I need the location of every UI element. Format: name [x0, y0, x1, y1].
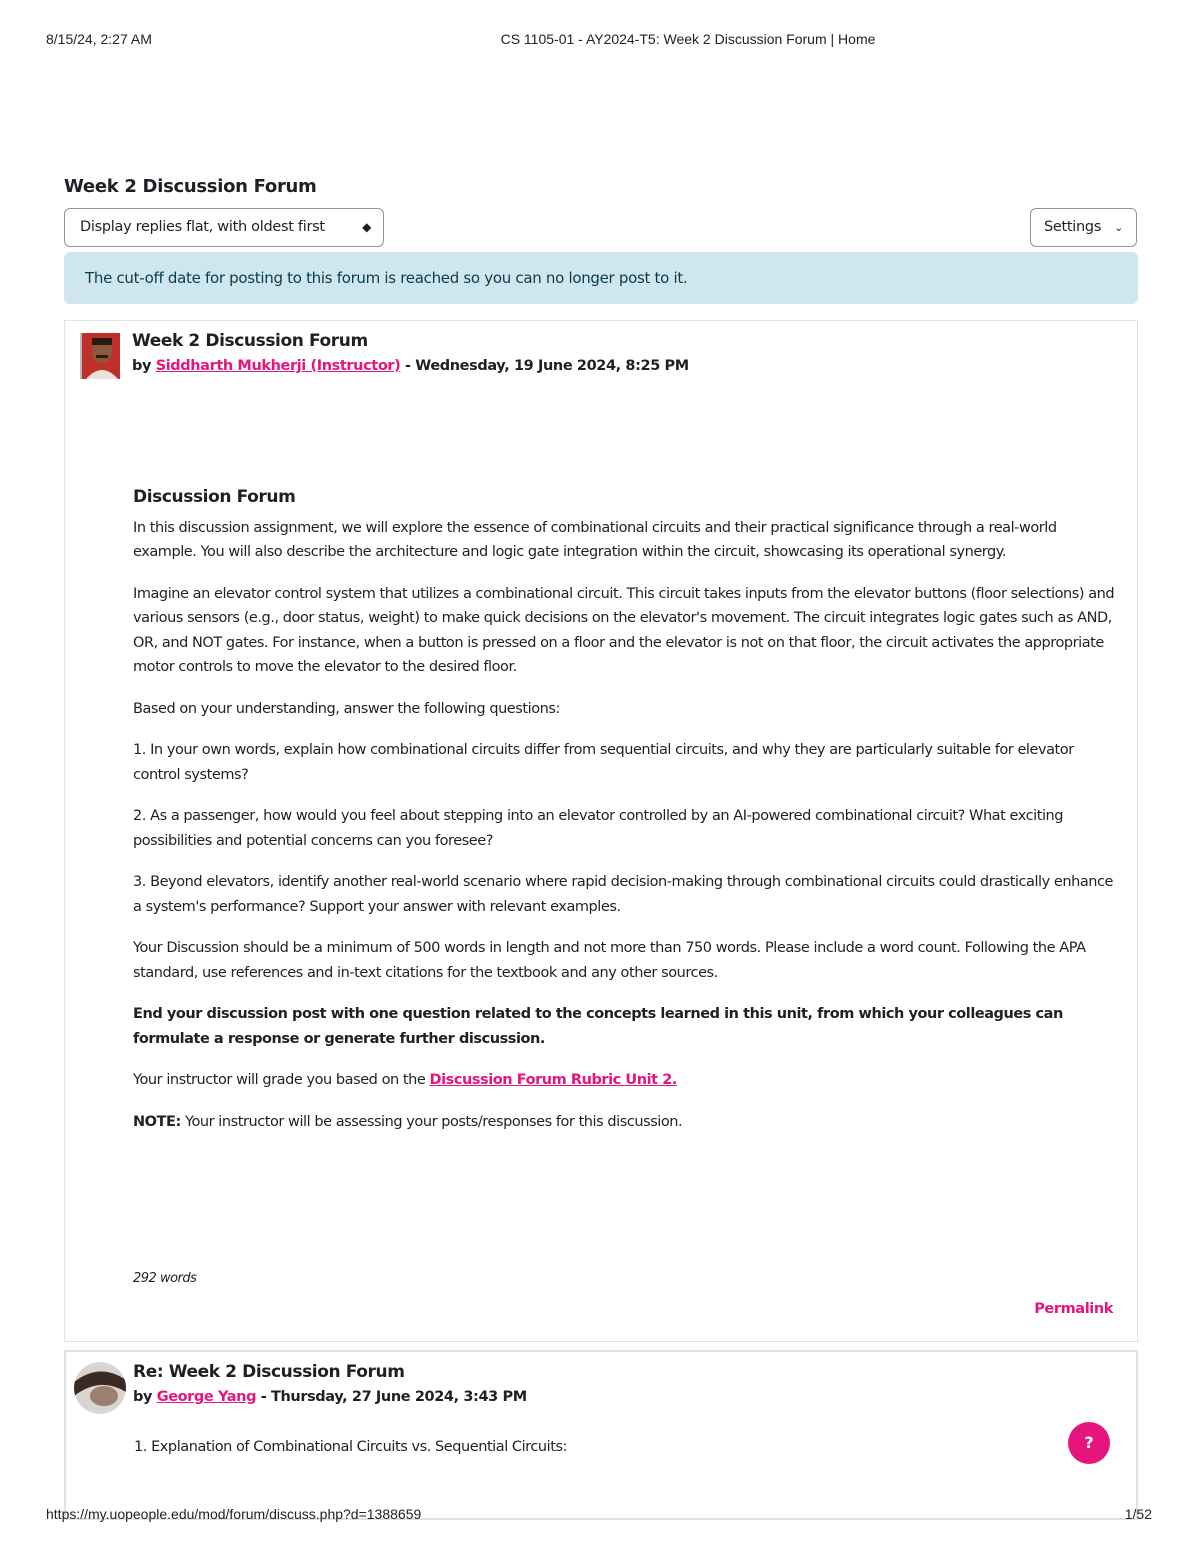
- rubric-link[interactable]: Discussion Forum Rubric Unit 2.: [429, 1072, 677, 1088]
- instructor-avatar-icon: [82, 333, 120, 379]
- post-subject: Re: Week 2 Discussion Forum: [133, 1362, 405, 1382]
- author-link[interactable]: George Yang: [156, 1389, 257, 1405]
- body-heading: Discussion Forum: [133, 487, 296, 507]
- reply-first-line: 1. Explanation of Combinational Circuits vs. Sequential Circuits:: [134, 1439, 567, 1455]
- display-mode-select[interactable]: [64, 208, 384, 247]
- settings-dropdown-button[interactable]: [1030, 208, 1137, 247]
- print-date: 8/15/24, 2:27 AM: [46, 31, 152, 47]
- question-2: 2. As a passenger, how would you feel about stepping into an elevator controlled by an AI-powered combinational circuit? What exciting possibilities and potential concerns can you foresee?: [133, 808, 1064, 849]
- note-paragraph: [133, 1110, 1123, 1135]
- page-title: Week 2 Discussion Forum: [64, 176, 317, 197]
- print-title: CS 1105-01 - AY2024-T5: Week 2 Discussion Forum | Home: [500, 31, 876, 47]
- select-arrows-icon: ◆: [362, 220, 371, 234]
- chevron-down-icon: ⌄: [1114, 221, 1123, 234]
- word-count: 292 words: [133, 1271, 197, 1286]
- settings-label: Settings: [1044, 219, 1102, 235]
- help-button[interactable]: ?: [1068, 1422, 1110, 1464]
- discussion-post: [64, 320, 1138, 1342]
- body-paragraph: Imagine an elevator control system that utilizes a combinational circuit. This circuit takes inputs from the elevator buttons (floor selections) and various sensors (e.g., door status, weight) to make quick decisions on the elevator's movement. The circuit integrates logic gates such as AND, OR, and NOT gates. For instance, when a button is pressed on a floor and the elevator is not on that floor, the circuit activates the appropriate motor controls to move the elevator to the desired floor.: [133, 585, 1115, 675]
- post-byline: [133, 1389, 527, 1405]
- body-paragraph: [133, 1068, 1123, 1093]
- print-url: https://my.uopeople.edu/mod/forum/discuss.php?d=1388659: [46, 1506, 422, 1522]
- display-mode-value: Display replies flat, with oldest first: [80, 219, 325, 235]
- avatar[interactable]: [74, 1362, 126, 1414]
- avatar[interactable]: [80, 333, 120, 379]
- post-body: [133, 485, 1123, 1151]
- post-date: - Thursday, 27 June 2024, 3:43 PM: [256, 1389, 527, 1405]
- print-footer: [0, 1506, 1200, 1526]
- byline-prefix: by: [132, 358, 156, 374]
- post-subject: Week 2 Discussion Forum: [132, 331, 368, 351]
- user-avatar-icon: [74, 1362, 126, 1414]
- permalink-link[interactable]: Permalink: [1034, 1301, 1113, 1317]
- body-paragraph: Based on your understanding, answer the following questions:: [133, 700, 560, 717]
- reply-post: [64, 1350, 1138, 1520]
- byline-prefix: by: [133, 1389, 157, 1405]
- body-paragraph: Your Discussion should be a minimum of 500 words in length and not more than 750 words. Please include a word count. Following the APA standard, use references and in-text citations for the textbook and any other sources.: [133, 940, 1086, 981]
- bold-instruction: End your discussion post with one question related to the concepts learned in this unit, from which your colleagues can formulate a response or generate further discussion.: [133, 1006, 1063, 1047]
- author-link[interactable]: Siddharth Mukherji (Instructor): [155, 358, 401, 374]
- rubric-prefix: Your instructor will grade you based on the: [133, 1072, 430, 1088]
- question-1: 1. In your own words, explain how combinational circuits differ from sequential circuits, and why they are particularly suitable for elevator control systems?: [133, 742, 1074, 783]
- post-byline: [132, 358, 689, 374]
- body-paragraph-bold: [133, 1002, 1123, 1051]
- note-text: Your instructor will be assessing your posts/responses for this discussion.: [180, 1113, 683, 1130]
- cutoff-alert: The cut-off date for posting to this forum is reached so you can no longer post to it.: [64, 252, 1138, 304]
- print-header: [0, 31, 1200, 51]
- note-label: NOTE:: [133, 1113, 181, 1130]
- body-paragraph: In this discussion assignment, we will explore the essence of combinational circuits and their practical significance through a real-world example. You will also describe the architecture and logic gate integration within the circuit, showcasing its operational synergy.: [133, 519, 1057, 560]
- print-page-number: 1/52: [1124, 1506, 1152, 1522]
- question-3: 3. Beyond elevators, identify another real-world scenario where rapid decision-making through combinational circuits could drastically enhance a system's performance? Support your answer with relevant examples.: [133, 874, 1114, 915]
- post-date: - Wednesday, 19 June 2024, 8:25 PM: [400, 358, 689, 374]
